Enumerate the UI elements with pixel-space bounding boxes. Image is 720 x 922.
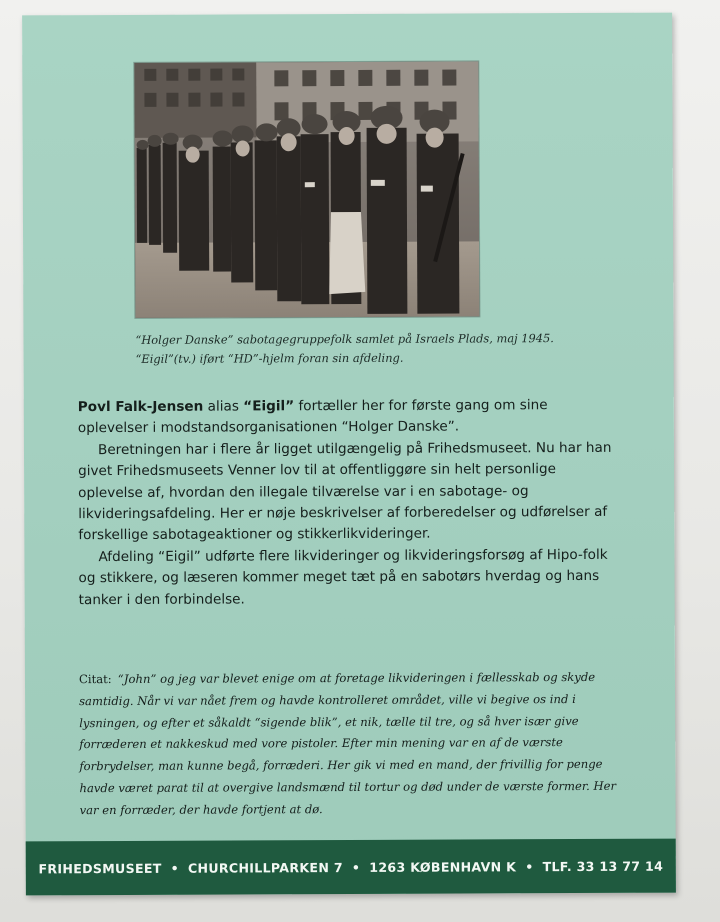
quote-label: Citat: [78,672,112,687]
footer-address: CHURCHILLPARKEN 7 [187,859,343,876]
author-name: Povl Falk-Jensen [77,398,204,416]
description-paragraph-3: Afdeling “Eigil” udførte flere likvideringer og likvideringsforsøg af Hipo-folk og stikkere, og læseren kommer meget tæt på en sabotørs hverdag og hans tanker i den forbindelse. [78,546,608,608]
book-quote [79,667,632,822]
soldiers-photo [134,61,479,317]
footer-separator: • [170,860,180,876]
description-paragraph-1 [78,395,618,440]
caption-line-2: “Eigil”(tv.) iført “HD”-hjelm foran sin afdeling. [135,350,404,366]
book-description [78,395,619,611]
publisher-footer [26,839,676,896]
alias-word: alias [203,398,244,415]
caption-line-1: “Holger Danske” sabotagegruppefolk samlet på Israels Plads, maj 1945. [135,331,554,347]
footer-phone: TLF. 33 13 77 14 [542,858,664,874]
photo-caption [135,329,555,369]
book-back-cover [22,13,676,896]
footer-separator: • [351,859,361,875]
photo-illustration [134,61,479,317]
paragraph-1-text: fortæller her for første gang om sine oplevelser i modstandsorganisationen “Holger Danske”. [77,397,548,437]
description-paragraph-2: Beretningen har i flere år ligget utilgængelig på Frihedsmuseet. Nu har han givet Frihedsmuseets Venner lov til at offentliggøre sin helt personlige oplevelse af, hvordan den illegale tilværelse var i en sabotage- og likvideringsafdeling. Her er nøje beskrivelser af forberedelser og udførelser af forskellige sabotageaktioner og stikkerlikvideringer. [78,439,612,544]
footer-separator: • [525,858,534,874]
footer-org: FRIHEDSMUSEET [38,860,162,876]
footer-city: 1263 KØBENHAVN K [369,858,517,875]
quote-text: “John” og jeg var blevet enige om at foretage likvideringen i fællesskab og skyde samtidig. Når vi var nået frem og havde kontrolleret området, ville vi begive os ind i lysningen, og efter et såkaldt “sigende blik”, et nik, tælle til tre, og så hver især give forræderen et nakkeskud med vore pistoler. Efter min mening var en af de værste forbrydelser, man kunne begå, forræderi. Her gik vi med en mand, der frivillig for penge havde været parat til at overgive landsmænd til tortur og død under de værste former. Her var en forræder, der havde fortjent at dø. [79,669,617,817]
author-alias: “Eigil” [243,398,295,415]
